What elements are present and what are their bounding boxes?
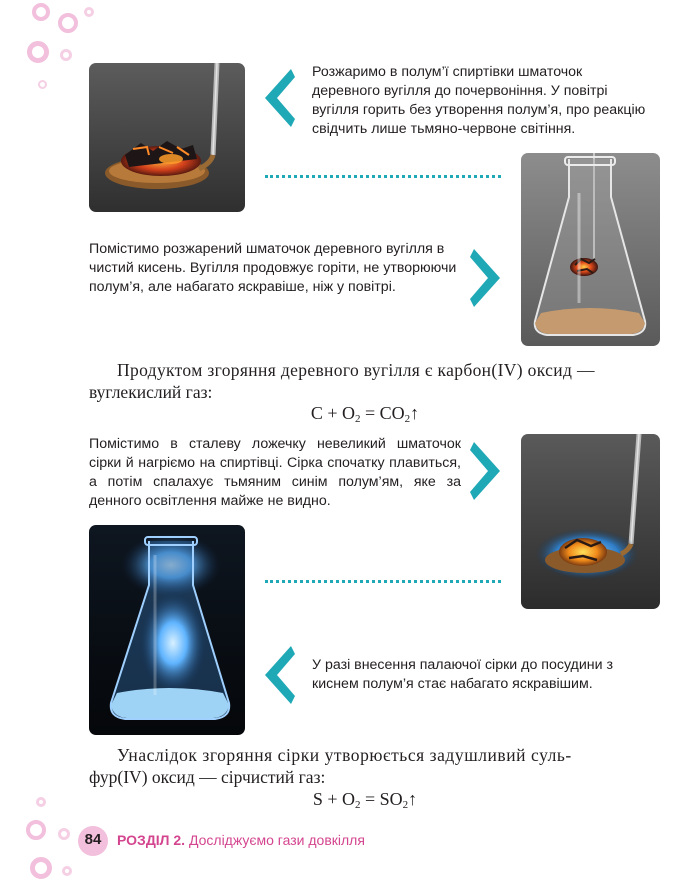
decor-ring	[58, 13, 78, 33]
decor-ring	[38, 80, 47, 89]
decor-ring	[27, 41, 49, 63]
formula-sulfur-combustion	[290, 789, 440, 811]
page-number: 84	[84, 831, 102, 848]
formula-lhs: C + O	[310, 403, 355, 423]
chevron-left-icon	[263, 67, 295, 134]
chevron-left-icon	[263, 644, 295, 711]
formula-sub: 2	[404, 413, 411, 425]
decor-ring	[30, 857, 52, 879]
formula-sub: 2	[355, 799, 361, 811]
dotted-divider	[265, 580, 501, 583]
decor-ring	[58, 828, 70, 840]
dotted-divider	[265, 175, 501, 178]
text-block-sulfur-heating: Помістимо в сталеву ложечку невеликий шматочок сірки й нагріємо на спиртівці. Сірка спочатку плавиться, а потім спалахує тьмяним синім полум’ям, яке за денного освітлення майже не видно.	[89, 436, 461, 509]
formula-sub: 2	[355, 413, 361, 425]
text-block-charcoal-oxygen: Помістимо розжарений шматочок деревного вугілля в чистий кисень. Вугілля продовжує горіти, не утворюючи полум’я, але набагато яскравіше, ніж у повітрі.	[89, 241, 457, 295]
formula-carbon-combustion	[290, 403, 440, 425]
text-block-sulfur-oxygen: У разі внесення палаючої сірки до посудини з киснем полум’я стає набагато яскравішим.	[312, 657, 613, 692]
decor-ring	[26, 820, 46, 840]
formula-rhs: = SO	[360, 789, 403, 809]
decor-ring	[84, 7, 94, 17]
formula-sub: 2	[402, 799, 409, 811]
paragraph-charcoal-product-line2: вуглекислий газ:	[89, 382, 213, 402]
formula-lhs: S + O	[312, 789, 355, 809]
footer-section-label: РОЗДІЛ 2.	[117, 832, 186, 848]
decor-ring	[62, 866, 72, 876]
formula-rhs: = CO	[360, 403, 405, 423]
photo-sulfur-in-spoon	[521, 434, 660, 609]
footer-section	[117, 832, 365, 848]
paragraph-charcoal-product-line1: Продуктом згоряння деревного вугілля є карбон(IV) оксид —	[117, 360, 595, 380]
paragraph-sulfur-product-line2: фур(IV) оксид — сірчистий газ:	[89, 767, 326, 787]
decor-ring	[32, 3, 50, 21]
photo-flask-sulfur-oxygen	[89, 525, 245, 735]
decor-ring	[60, 49, 72, 61]
chevron-right-icon	[470, 440, 502, 507]
photo-flask-charcoal-oxygen	[521, 153, 660, 346]
footer-section-title: Досліджуємо гази довкілля	[188, 832, 365, 848]
gas-arrow-icon: ↑	[408, 789, 418, 809]
photo-charcoal-in-spoon	[89, 63, 245, 212]
text-block-charcoal-heating: Розжаримо в полум’ї спиртівки шматочок деревного вугілля до почервоніння. У повітрі вугілля горить без утворення полум’я, про реакцію свідчить лише тьмяно-червоне світіння.	[312, 64, 646, 137]
gas-arrow-icon: ↑	[410, 403, 420, 423]
paragraph-sulfur-product-line1: Унаслідок згоряння сірки утворюється задушливий суль-	[117, 745, 572, 765]
chevron-right-icon	[470, 247, 502, 314]
decor-ring	[36, 797, 46, 807]
